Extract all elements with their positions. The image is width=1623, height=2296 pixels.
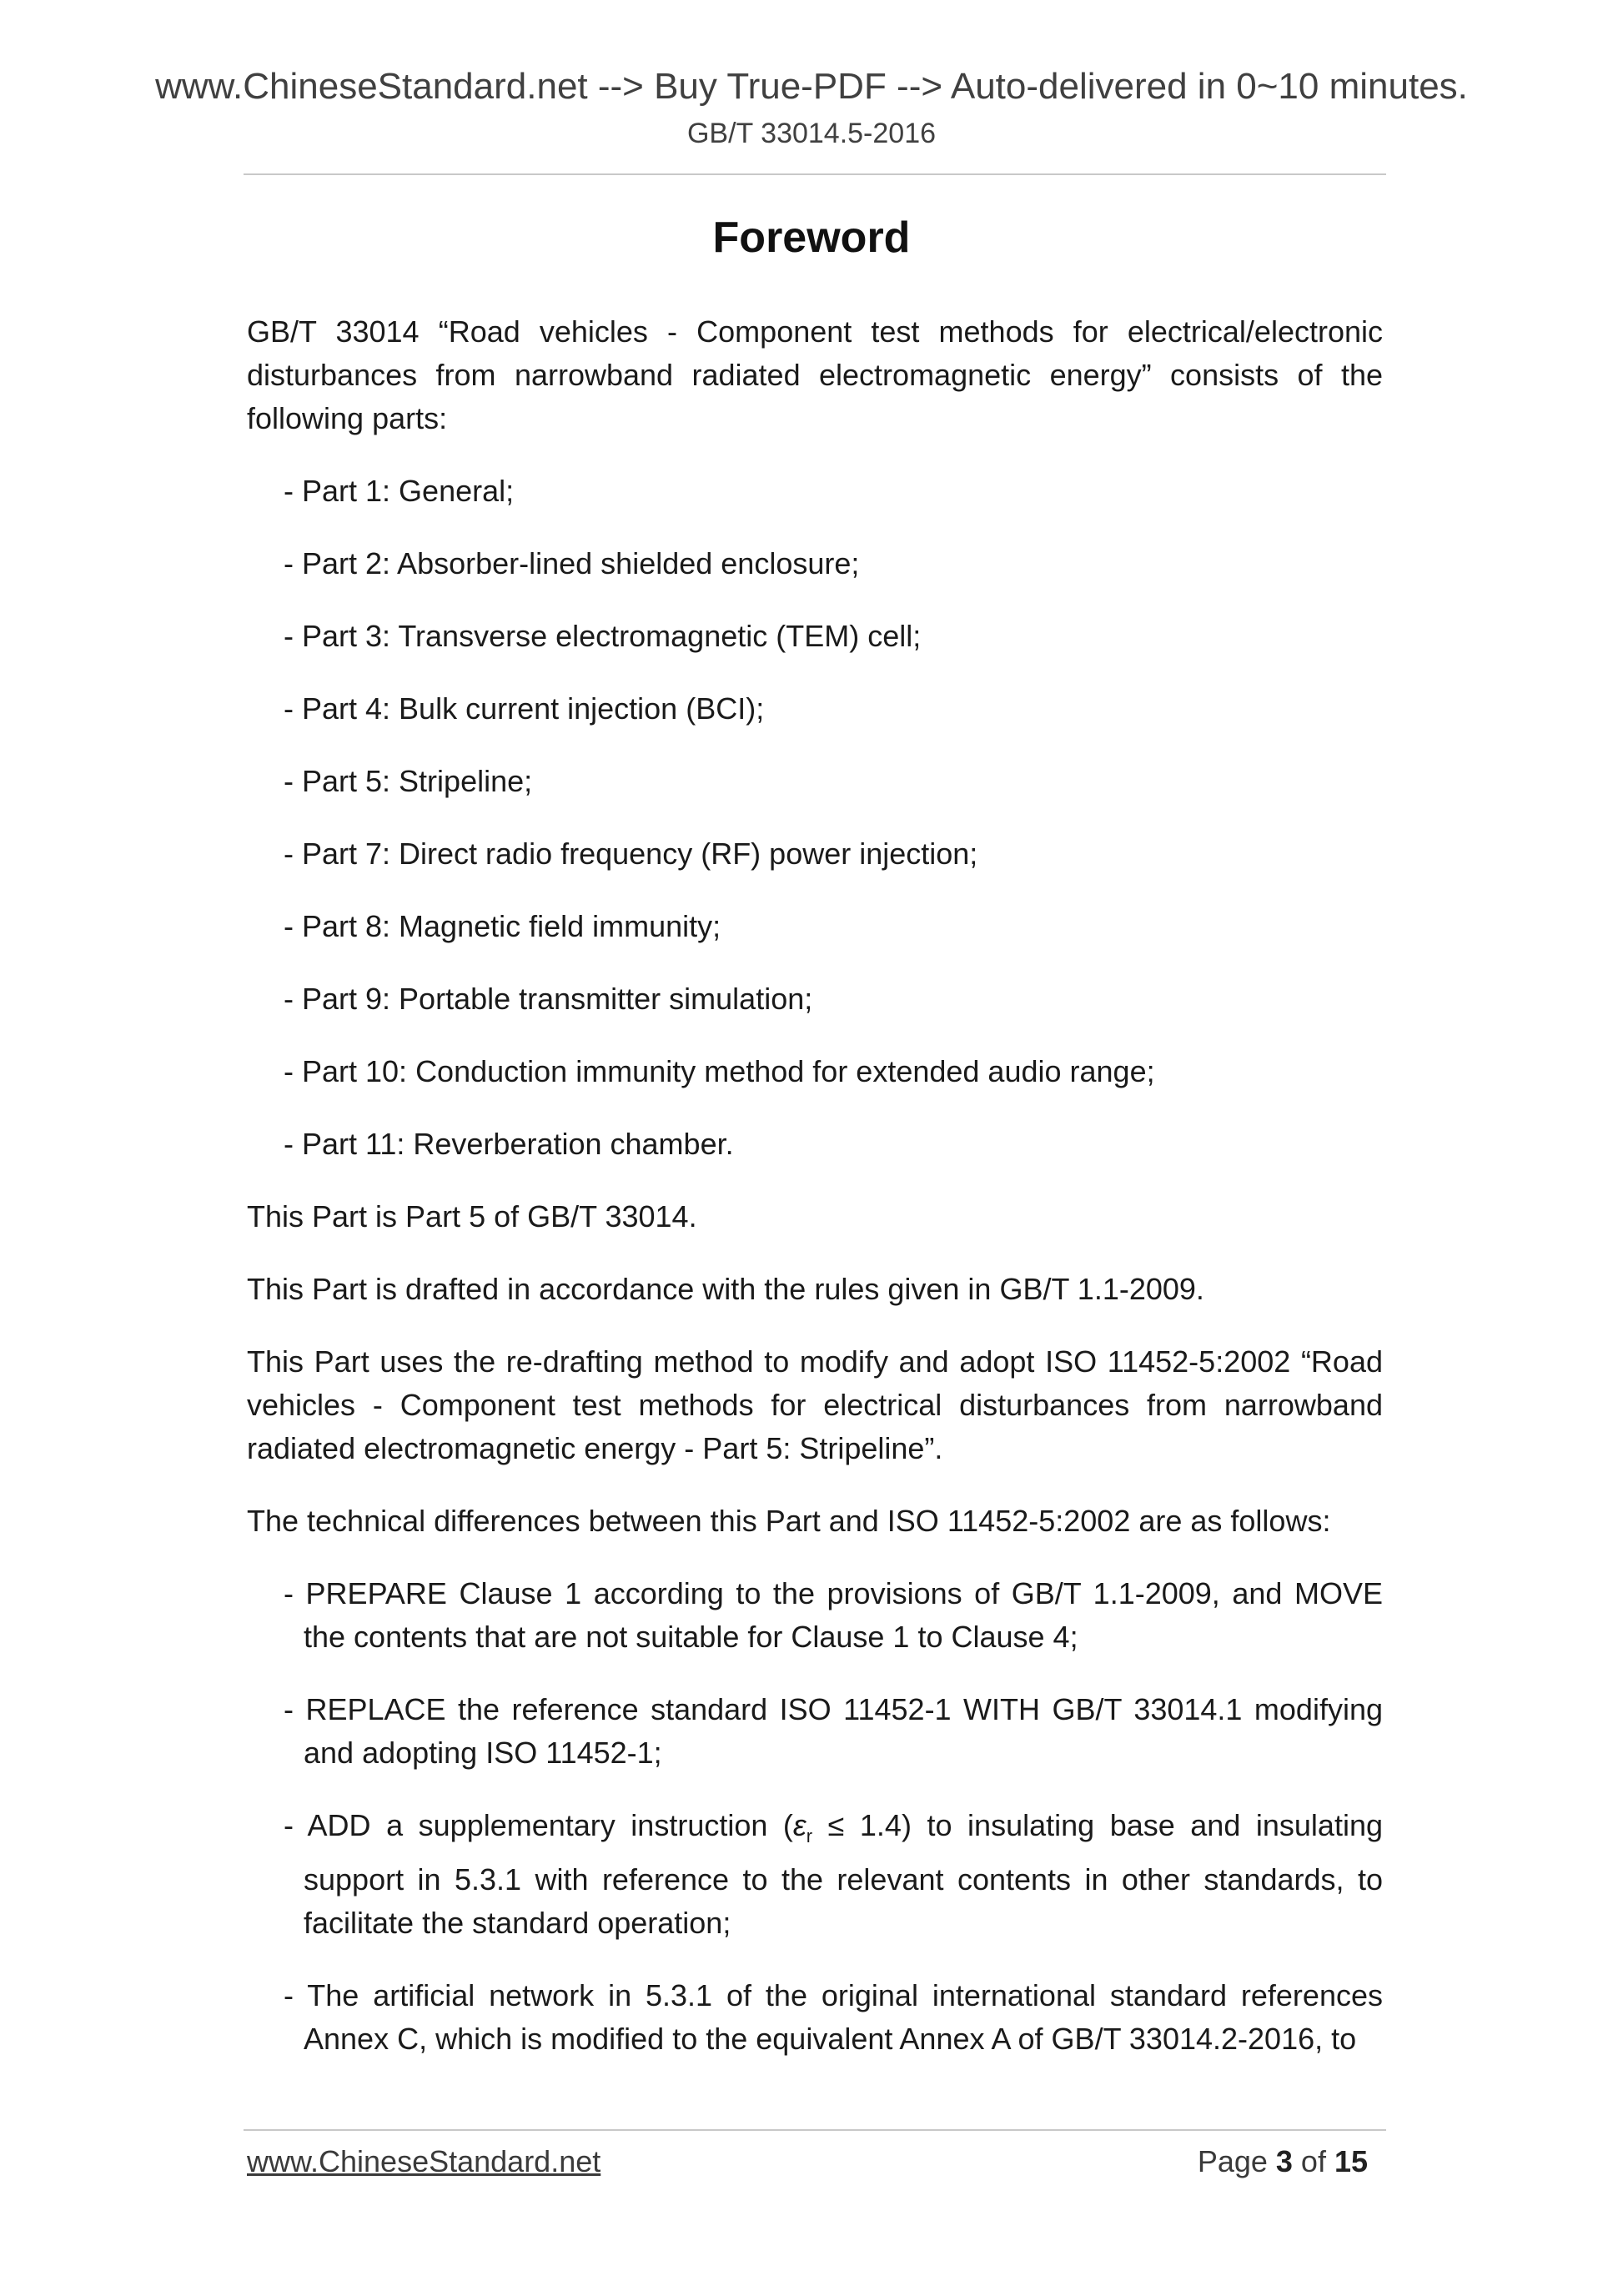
- page-number: [1198, 2143, 1368, 2181]
- list-item: - Part 10: Conduction immunity method for extended audio range;: [284, 1054, 1155, 1088]
- standard-code: GB/T 33014.5-2016: [686, 118, 937, 149]
- differences-list: [247, 1572, 1383, 2061]
- redrafting-paragraph: This Part uses the re-drafting method to modify and adopt ISO 11452-5:2002 “Road vehicles - Component test methods for electrical disturbances from narrowband radiated electromagnetic energy - Part 5: Stripeline”.: [247, 1344, 1383, 1465]
- list-item: - PREPARE Clause 1 according to the provisions of GB/T 1.1-2009, and MOVE the contents that are not suitable for Clause 1 to Clause 4;: [284, 1576, 1383, 1654]
- list-item: - Part 11: Reverberation chamber.: [284, 1127, 734, 1161]
- page-of: of: [1292, 2144, 1334, 2178]
- document-body: [247, 310, 1383, 2061]
- page-title: Foreword: [712, 214, 911, 262]
- part5-paragraph: This Part is Part 5 of GB/T 33014.: [247, 1199, 697, 1233]
- footer-website-link[interactable]: www.ChineseStandard.net: [247, 2144, 601, 2178]
- list-item: - REPLACE the reference standard ISO 11452-1 WITH GB/T 33014.1 modifying and adopting ISO 11452-1;: [284, 1692, 1383, 1770]
- list-item: - Part 3: Transverse electromagnetic (TEM) cell;: [284, 619, 922, 653]
- list-item: [247, 1804, 1383, 1945]
- intro-paragraph: GB/T 33014 “Road vehicles - Component test methods for electrical/electronic disturbances from narrowband radiated electromagnetic energy” consists of the following parts:: [247, 314, 1383, 435]
- difference-text: - ADD a supplementary instruction (: [284, 1808, 793, 1842]
- list-item: - Part 4: Bulk current injection (BCI);: [284, 691, 765, 726]
- difference-text: ≤ 1.4) to insulating base and insulating support in 5.3.1 with reference to the relevant contents in other standards, to facilitate the standard operation;: [304, 1808, 1383, 1941]
- list-item: - Part 7: Direct radio frequency (RF) power injection;: [284, 837, 978, 871]
- list-item: - Part 2: Absorber-lined shielded enclosure;: [284, 546, 860, 580]
- drafted-paragraph: This Part is drafted in accordance with the rules given in GB/T 1.1-2009.: [247, 1272, 1204, 1306]
- list-item: - Part 1: General;: [284, 474, 515, 508]
- parts-list: [247, 470, 1383, 1166]
- list-item: - Part 8: Magnetic field immunity;: [284, 909, 721, 943]
- current-page: 3: [1275, 2144, 1293, 2178]
- header-divider: [244, 173, 1386, 175]
- epsilon-subscript: r: [806, 1826, 813, 1847]
- footer-divider: [244, 2129, 1386, 2131]
- header-banner: www.ChineseStandard.net --> Buy True-PDF --> Auto-delivered in 0~10 minutes.: [155, 66, 1468, 107]
- list-item: - Part 9: Portable transmitter simulation;: [284, 982, 813, 1016]
- total-pages: 15: [1334, 2144, 1368, 2178]
- page-prefix: Page: [1197, 2144, 1276, 2178]
- epsilon-symbol: ε: [792, 1808, 806, 1842]
- list-item: - Part 5: Stripeline;: [284, 764, 533, 798]
- list-item: - The artificial network in 5.3.1 of the original international standard references Annex C, which is modified to the equivalent Annex A of GB/T 33014.2-2016, to: [284, 1978, 1383, 2057]
- differences-intro: The technical differences between this Part and ISO 11452-5:2002 are as follows:: [247, 1504, 1331, 1538]
